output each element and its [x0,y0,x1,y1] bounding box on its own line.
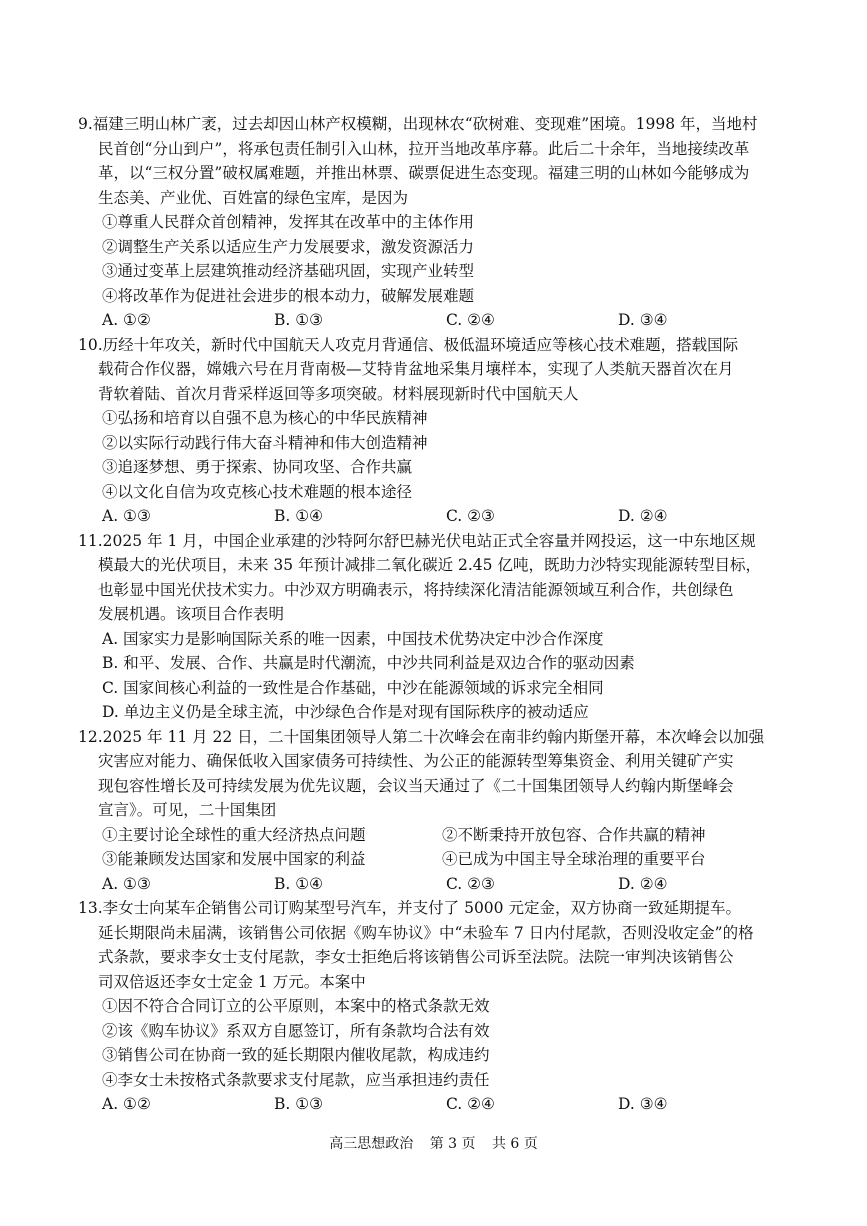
question-stem [78,112,798,137]
choice-a: A. ①③ [102,507,151,525]
stem-line: 生态美、产业优、百姓富的绿色宝库，是因为 [98,188,409,207]
choice-d: D. ②④ [618,874,668,893]
stem-line: 背软着陆、首次月背采样返回等多项突破。材料展现新时代中国航天人 [98,384,579,403]
statement: ②以实际行动践行伟大奋斗精神和伟大创造精神 [102,433,428,452]
question-11 [78,529,798,725]
statement: ④将改革作为促进社会进步的根本动力，破解发展难题 [102,286,475,305]
choice-a: A. ①② [102,311,151,329]
stem-line: 李女士向某车企销售公司订购某型号汽车，并支付了 5000 元定金，双方协商一致延期提车。 [102,899,741,917]
option-a: A. 国家实力是影响国际关系的唯一因素，中国技术优势决定中沙合作深度 [102,629,604,648]
choice-a: A. ①② [102,1095,151,1113]
answer-choices [98,1092,798,1117]
statement: ③能兼顾发达国家和发展中国家的利益 [102,850,366,868]
question-number: 10. [78,335,103,354]
option-d: D. 单边主义仍是全球主流，中沙绿色合作是对现有国际秩序的被动适应 [102,703,589,721]
choice-b: B. ①④ [274,507,324,525]
stem-line: 式条款，要求李女士支付尾款，李女士拒绝后将该销售公司诉至法院。法院一审判决该销售公 [98,948,734,966]
option-c: C. 国家间核心利益的一致性是合作基础，中沙在能源领域的诉求完全相同 [102,678,604,697]
statement: ①因不符合合同订立的公平原则，本案中的格式条款无效 [102,997,490,1015]
question-number: 13. [78,899,103,917]
page-footer [0,1134,867,1154]
question-12 [78,725,798,897]
choice-a: A. ①③ [102,874,151,893]
choice-b: B. ①③ [274,311,324,329]
stem-line: 宣言》。可见，二十国集团 [98,801,277,819]
footer-total-pages: 共 6 页 [491,1136,538,1152]
statement: ①主要讨论全球性的重大经济热点问题 [102,825,366,844]
stem-line: 延长期限尚未届满，该销售公司依据《购车协议》中“未验车 7 日内付尾款，否则没收定金”的格 [98,923,754,942]
question-stem [78,725,798,750]
statement: ②不断秉持开放包容、合作共赢的精神 [442,825,706,844]
answer-choices [98,308,798,333]
statement: ③追逐梦想、勇于探索、协同攻坚、合作共赢 [102,458,413,476]
statement: ②调整生产关系以适应生产力发展要求，激发资源活力 [102,237,475,256]
stem-line: 历经十年攻关，新时代中国航天人攻克月背通信、极低温环境适应等核心技术难题，搭载国际 [102,335,739,354]
question-stem [78,896,798,921]
statement: ④已成为中国主导全球治理的重要平台 [442,850,706,868]
stem-line: 司双倍返还李女士定金 1 万元。本案中 [98,972,366,991]
footer-subject: 高三思想政治 [329,1136,414,1152]
choice-c: C. ②③ [446,874,495,893]
choice-c: C. ②④ [446,311,495,329]
answer-choices [98,504,798,529]
question-number: 9. [78,115,93,133]
stem-line: 载荷合作仪器，嫦娥六号在月背南极—艾特肯盆地采集月壤样本，实现了人类航天器首次在月 [98,360,734,378]
choice-c: C. ②④ [446,1095,495,1113]
choice-b: B. ①④ [274,874,324,893]
stem-line: 灾害应对能力、确保低收入国家债务可持续性、为公正的能源转型筹集资金、利用关键矿产实 [98,752,734,770]
question-stem [78,529,798,554]
option-b: B. 和平、发展、合作、共赢是时代潮流，中沙共同利益是双边合作的驱动因素 [102,654,635,672]
question-10 [78,333,798,529]
answer-choices [98,872,798,897]
statement: ②该《购车协议》系双方自愿签订，所有条款均合法有效 [102,1021,490,1040]
choice-b: B. ①③ [274,1095,324,1113]
statement: ④以文化自信为攻克核心技术难题的根本途径 [102,482,413,501]
question-list [78,112,798,1117]
choice-d: D. ③④ [618,1095,668,1113]
statement: ①尊重人民群众首创精神，发挥其在改革中的主体作用 [102,213,475,231]
statement: ③销售公司在协商一致的延长期限内催收尾款，构成违约 [102,1046,490,1064]
statement: ①弘扬和培育以自强不息为核心的中华民族精神 [102,409,428,427]
stem-line: 2025 年 11 月 22 日，二十国集团领导人第二十次峰会在南非约翰内斯堡开幕，本次峰会以加强 [102,727,765,746]
stem-line: 民首创“分山到户”，将承包责任制引入山林，拉开当地改革序幕。此后二十余年，当地接续改革 [98,139,750,158]
footer-page-number: 第 3 页 [429,1136,476,1152]
stem-line: 福建三明山林广袤，过去却因山林产权模糊，出现林农“砍树难、变现难”困境。1998 年，当地村 [92,115,758,133]
choice-d: D. ②④ [618,507,668,525]
stem-line: 发展机遇。该项目合作表明 [98,605,285,623]
statement: ③通过变革上层建筑推动经济基础巩固，实现产业转型 [102,262,475,280]
question-stem [78,333,798,358]
stem-line: 模最大的光伏项目，未来 35 年预计减排二氧化碳近 2.45 亿吨，既助力沙特实现能源转型目标， [98,556,761,574]
stem-line: 也彰显中国光伏技术实力。中沙双方明确表示，将持续深化清洁能源领域互利合作，共创绿色 [98,580,734,599]
question-number: 11. [78,531,103,550]
stem-line: 2025 年 1 月，中国企业承建的沙特阿尔舒巴赫光伏电站正式全容量并网投运，这一中东地区规 [102,531,756,550]
question-9 [78,112,798,333]
stem-line: 革，以“三权分置”破权属难题，并推出林票、碳票促进生态变现。福建三明的山林如今能够成为 [98,164,750,182]
choice-c: C. ②③ [446,507,495,525]
statement-grid [98,823,798,872]
stem-line: 现包容性增长及可持续发展为优先议题，会议当天通过了《二十国集团领导人约翰内斯堡峰会 [98,776,734,795]
choice-d: D. ③④ [618,311,668,329]
question-number: 12. [78,727,103,746]
statement: ④李女士未按格式条款要求支付尾款，应当承担违约责任 [102,1070,490,1089]
question-13 [78,896,798,1117]
